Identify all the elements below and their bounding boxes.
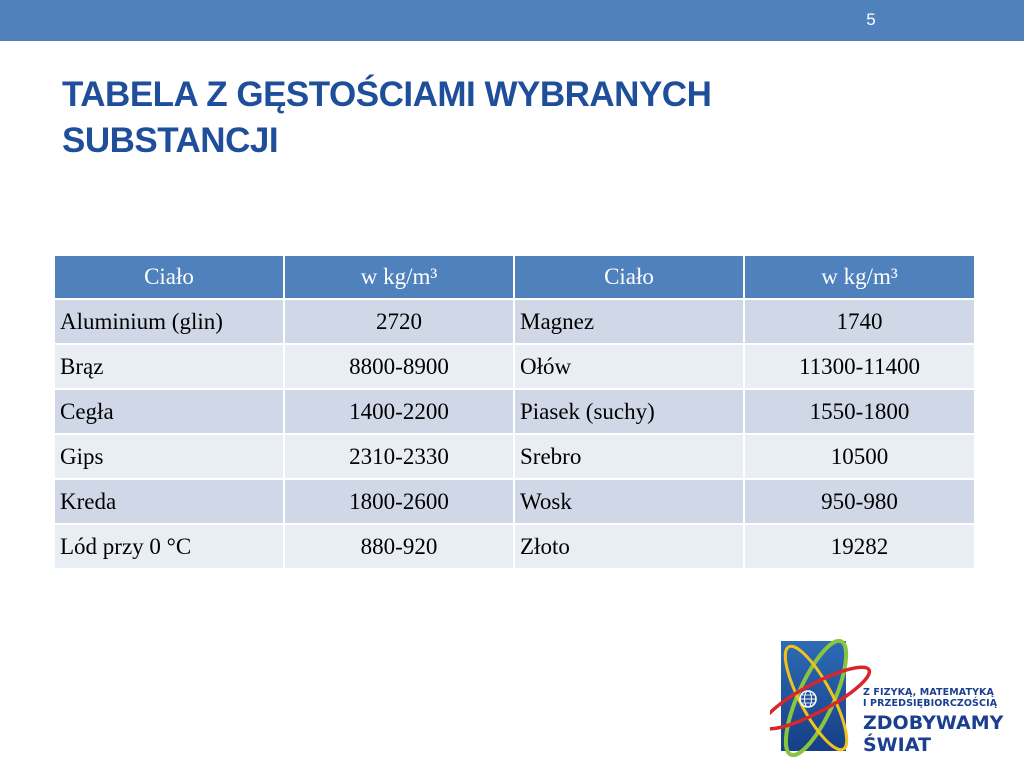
slide-number: 5 [866, 10, 876, 29]
table-row [54, 389, 975, 434]
substance-name: Brąz [54, 344, 284, 389]
header-substance: Ciało [54, 255, 284, 299]
table-header-row [54, 255, 975, 299]
density-value: 8800-8900 [284, 344, 514, 389]
density-value: 1800-2600 [284, 479, 514, 524]
table-row [54, 344, 975, 389]
density-value: 10500 [744, 434, 975, 479]
substance-name: Aluminium (glin) [54, 299, 284, 344]
substance-name: Kreda [54, 479, 284, 524]
density-value: 1400-2200 [284, 389, 514, 434]
density-value: 1740 [744, 299, 975, 344]
substance-name: Piasek (suchy) [514, 389, 744, 434]
table-row [54, 299, 975, 344]
density-value: 19282 [744, 524, 975, 569]
substance-name: Magnez [514, 299, 744, 344]
table-row [54, 479, 975, 524]
density-table [53, 254, 976, 570]
density-value: 11300-11400 [744, 344, 975, 389]
substance-name: Ołów [514, 344, 744, 389]
substance-name: Złoto [514, 524, 744, 569]
table-row [54, 524, 975, 569]
density-value: 2310-2330 [284, 434, 514, 479]
slide-title: TABELA Z GĘSTOŚCIAMI WYBRANYCH SUBSTANCJI [62, 75, 712, 160]
table-row [54, 434, 975, 479]
header-substance: Ciało [514, 255, 744, 299]
logo-name: ZDOBYWAMY ŚWIAT [863, 712, 1004, 756]
substance-name: Gips [54, 434, 284, 479]
header-density: w kg/m³ [744, 255, 975, 299]
header-density: w kg/m³ [284, 255, 514, 299]
substance-name: Srebro [514, 434, 744, 479]
logo-subtitle: Z FIZYKĄ, MATEMATYKĄ I PRZEDSIĘBIORCZOŚCIĄ [863, 687, 998, 709]
substance-name: Lód przy 0 °C [54, 524, 284, 569]
substance-name: Cegła [54, 389, 284, 434]
globe-icon [800, 691, 816, 707]
density-value: 1550-1800 [744, 389, 975, 434]
logo-text [863, 687, 1003, 756]
substance-name: Wosk [514, 479, 744, 524]
density-value: 880-920 [284, 524, 514, 569]
density-value: 950-980 [744, 479, 975, 524]
density-value: 2720 [284, 299, 514, 344]
